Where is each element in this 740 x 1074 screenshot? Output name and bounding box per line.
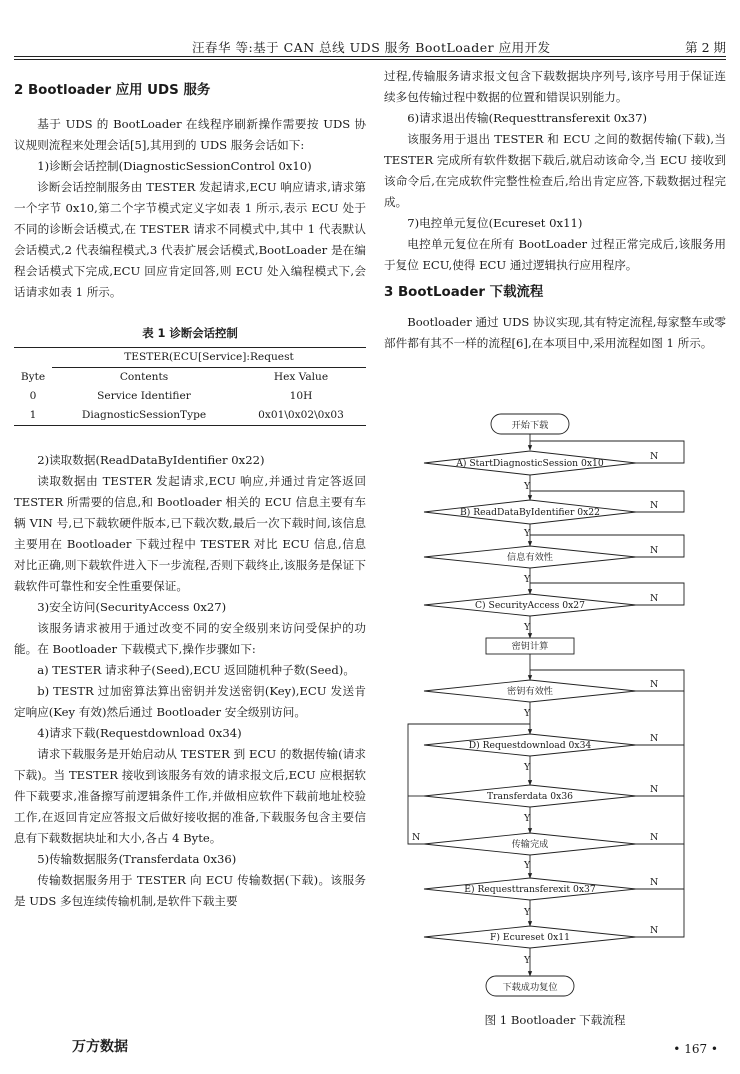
flow-label-a: A) StartDiagnosticSession 0x10 bbox=[456, 458, 604, 469]
flow-label-key-valid: 密钥有效性 bbox=[507, 686, 553, 697]
item-3-step-a: a) TESTER 请求种子(Seed),ECU 返回随机种子数(Seed)。 bbox=[37, 663, 355, 677]
flow-label-info-valid: 信息有效性 bbox=[507, 552, 553, 563]
flow-yes-label: Y bbox=[524, 860, 531, 871]
flow-yes-label: Y bbox=[524, 622, 531, 633]
issue-number: 第 2 期 bbox=[685, 40, 726, 55]
flow-yes-label: Y bbox=[524, 907, 531, 918]
item-4-title: 4)请求下载(Requestdownload 0x34) bbox=[37, 726, 242, 740]
item-5-continued: 过程,传输服务请求报文包含下载数据块序列号,该序号用于保证连续多包传输过程中数据的位置和错误识别能力。 bbox=[384, 69, 726, 104]
item-1-title: 1)诊断会话控制(DiagnosticSessionControl 0x10) bbox=[37, 159, 312, 173]
flow-label-key-calc: 密钥计算 bbox=[511, 641, 549, 652]
watermark-text: 万方数据 bbox=[72, 1039, 128, 1055]
table-cell: 10H bbox=[289, 390, 313, 402]
flow-yes-label: Y bbox=[524, 762, 531, 773]
flow-no-label: N bbox=[650, 877, 659, 888]
header-rule bbox=[14, 56, 726, 57]
section-3-body: Bootloader 通过 UDS 协议实现,其有特定流程,每家整车或零部件都有其不一样的流程[6],在本项目中,采用流程如图 1 所示。 bbox=[384, 315, 726, 350]
item-1-body: 诊断会话控制服务由 TESTER 发起请求,ECU 响应请求,请求第一个字节 0x10,第二个字节模式定义字如表 1 所示,表示 ECU 处于不同的诊断会话模式,在 TESTER 请求不同模式中,其中 1 代表默认会话模式,2 代表编程模式,3 代表扩展会话模式,BootLoader 是在编程会话模式下完成,ECU 回应肯定回答,则 ECU 处入编程模式下,会话请求如表 1 所示。 bbox=[14, 180, 366, 299]
section-2-intro: 基于 UDS 的 BootLoader 在线程序刷新操作需要按 UDS 协议规则流程来处理会话[5],其用到的 UDS 服务会话如下: bbox=[14, 117, 366, 152]
table-row bbox=[14, 387, 366, 406]
item-5-body: 传输数据服务用于 TESTER 向 ECU 传输数据(下载)。该服务是 UDS 多包连续传输机制,是软件下载主要 bbox=[14, 873, 366, 908]
flow-label-d: D) Requestdownload 0x34 bbox=[468, 740, 592, 751]
flow-yes-label: Y bbox=[524, 528, 531, 539]
item-7-body: 电控单元复位在所有 BootLoader 过程正常完成后,该服务用于复位 ECU,使得 ECU 通过逻辑执行应用程序。 bbox=[384, 237, 726, 272]
item-7-title: 7)电控单元复位(Ecureset 0x11) bbox=[407, 216, 583, 230]
flow-no-label: N bbox=[650, 832, 659, 843]
flow-yes-label: Y bbox=[524, 574, 531, 585]
item-5-title: 5)传输数据服务(Transferdata 0x36) bbox=[37, 852, 237, 866]
session-control-table bbox=[14, 347, 366, 426]
table-cell: 0x01\0x02\0x03 bbox=[236, 406, 366, 426]
item-6-body: 该服务用于退出 TESTER 和 ECU 之间的数据传输(下载),当 TESTER 完成所有软件数据下载后,就启动该命令,当 ECU 接收到该命令后,在完成软件完整性检查后,给出肯定应答,下载数据过程完成。 bbox=[384, 132, 726, 209]
item-3-step-b: b) TESTR 过加密算法算出密钥并发送密钥(Key),ECU 发送肯定响应(Key 有效)然后通过 Bootloader 安全级别访问。 bbox=[14, 684, 366, 719]
bootloader-flowchart bbox=[384, 405, 730, 1030]
flow-start-label: 开始下载 bbox=[511, 420, 549, 431]
flow-no-label: N bbox=[412, 832, 421, 843]
header-rule-thin bbox=[14, 59, 726, 60]
flow-no-label: N bbox=[650, 545, 659, 556]
item-3-body: 该服务请求被用于通过改变不同的安全级别来访问受保护的功能。在 Bootloader 下载模式下,操作步骤如下: bbox=[14, 621, 366, 656]
item-2-title: 2)读取数据(ReadDataByIdentifier 0x22) bbox=[37, 453, 265, 467]
running-header bbox=[14, 24, 726, 58]
flow-no-label: N bbox=[650, 500, 659, 511]
flow-no-label: N bbox=[650, 593, 659, 604]
running-title: 汪春华 等:基于 CAN 总线 UDS 服务 BootLoader 应用开发 bbox=[192, 40, 551, 55]
table-cell: Service Identifier bbox=[97, 390, 191, 402]
table-cell: 0 bbox=[29, 390, 37, 402]
item-4-body: 请求下载服务是开始启动从 TESTER 到 ECU 的数据传输(请求下载)。当 TESTER 接收到该服务有效的请求报文后,ECU 应根据软件下载要求,准备擦写前逻辑条件工作,并做相应软件下载前地址校验工作,在返回肯定应答报文后做好接收据的准备,下载服务包含主要信息有下载数据块址和大小,各占 4 Byte。 bbox=[14, 747, 366, 845]
table-cell: 1 bbox=[14, 406, 52, 426]
section-3-heading: 3 BootLoader 下载流程 bbox=[384, 285, 544, 300]
flow-yes-label: Y bbox=[524, 481, 531, 492]
flow-label-b: B) ReadDataByIdentifier 0x22 bbox=[459, 507, 601, 518]
left-column bbox=[14, 80, 366, 912]
table-cell: DiagnosticSessionType bbox=[52, 406, 236, 426]
flow-yes-label: Y bbox=[524, 708, 531, 719]
table-row bbox=[14, 406, 366, 426]
item-2-body: 读取数据由 TESTER 发起请求,ECU 响应,并通过肯定答返回 TESTER 所需要的信息,和 Bootloader 相关的 ECU 信息主要有车辆 VIN 号,已下载软硬件版本,已下载次数,最后一次下载时间,该信息主要用在 Bootloader 下载过程中 TESTER 对比 ECU 信息,信息对比正确,则下载软件进入下一步流程,否则下载终止,该服务是保证下载软件可靠性和安全性重要保证。 bbox=[14, 474, 366, 593]
flow-no-label: N bbox=[650, 925, 659, 936]
table-header-hex: Hex Value bbox=[273, 371, 329, 383]
flow-end-label: 下载成功复位 bbox=[502, 982, 558, 993]
right-column bbox=[384, 66, 726, 354]
flow-label-c: C) SecurityAccess 0x27 bbox=[475, 600, 585, 611]
flow-yes-label: Y bbox=[524, 955, 531, 966]
table-1-caption: 表 1 诊断会话控制 bbox=[142, 326, 238, 340]
flow-label-transfer-done: 传输完成 bbox=[511, 839, 549, 850]
table-header-byte: Byte bbox=[20, 370, 46, 383]
flow-yes-label: Y bbox=[524, 813, 531, 824]
page-number: • 167 • bbox=[673, 1042, 718, 1056]
table-spacer bbox=[14, 348, 52, 368]
flow-no-label: N bbox=[650, 679, 659, 690]
item-3-title: 3)安全访问(SecurityAccess 0x27) bbox=[37, 600, 227, 614]
table-header-contents: Contents bbox=[119, 371, 169, 383]
flow-label-f: F) Ecureset 0x11 bbox=[490, 932, 570, 943]
table-span-header: TESTER(ECU[Service]:Request bbox=[52, 348, 366, 368]
flow-label-e: E) Requesttransferexit 0x37 bbox=[464, 884, 596, 895]
flow-no-label: N bbox=[650, 733, 659, 744]
item-6-title: 6)请求退出传输(Requesttransferexit 0x37) bbox=[407, 111, 647, 125]
figure-1-caption: 图 1 Bootloader 下载流程 bbox=[484, 1013, 626, 1027]
flow-no-label: N bbox=[650, 784, 659, 795]
table-1 bbox=[14, 323, 366, 426]
flow-no-label: N bbox=[650, 451, 659, 462]
flow-label-transfer: Transferdata 0x36 bbox=[486, 791, 574, 802]
section-2-heading: 2 Bootloader 应用 UDS 服务 bbox=[14, 83, 211, 98]
